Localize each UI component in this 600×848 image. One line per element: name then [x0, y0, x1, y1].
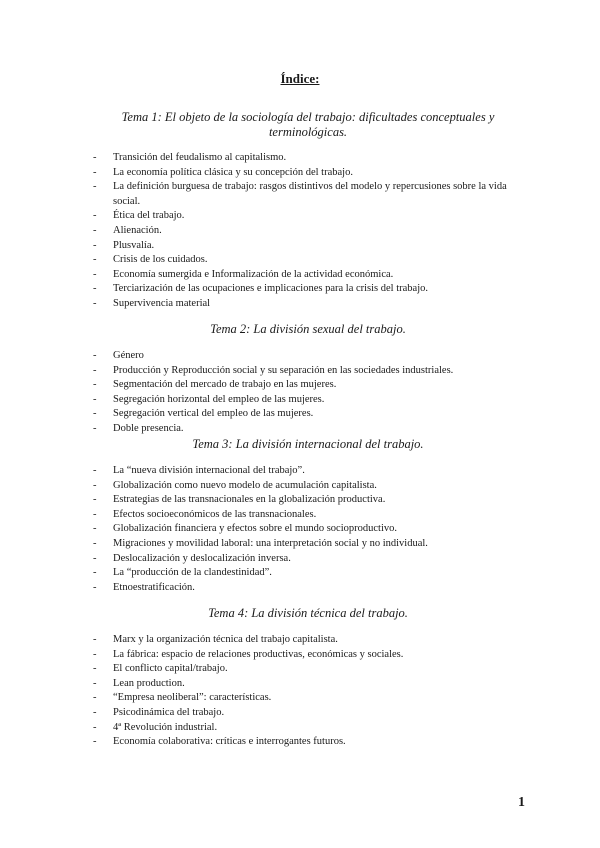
- bullet-dash: -: [93, 152, 97, 163]
- list-item: [93, 706, 523, 721]
- bullet-dash: -: [93, 239, 97, 251]
- list-item-text: “Empresa neoliberal”: características.: [113, 692, 272, 704]
- list-item: [93, 297, 523, 312]
- bullet-dash: -: [93, 283, 97, 295]
- list-item: [93, 209, 523, 224]
- bullet-dash: -: [93, 166, 97, 178]
- section-title-tema-2: Tema 2: La división sexual del trabajo.: [210, 322, 406, 336]
- list-item: [93, 648, 523, 663]
- bullet-dash: -: [93, 523, 97, 535]
- list-item-text: Economía colaborativa: críticas e interrogantes futuros.: [113, 736, 346, 748]
- list-item: [93, 633, 523, 648]
- list-item: [93, 581, 523, 596]
- bullet-dash: -: [93, 181, 97, 193]
- section-title-tema-4: Tema 4: La división técnica del trabajo.: [208, 606, 408, 620]
- page-title: Índice:: [280, 71, 320, 86]
- bullet-dash: -: [93, 350, 97, 361]
- list-item-text: Globalización como nuevo modelo de acumulación capitalista.: [113, 479, 377, 491]
- bullet-dash: -: [93, 268, 97, 280]
- list-item-text: Plusvalía.: [113, 239, 155, 251]
- bullet-dash: -: [93, 663, 97, 675]
- list-item-text: La fábrica: espacio de relaciones productivas, económicas y sociales.: [113, 648, 404, 660]
- list-item: [93, 282, 523, 297]
- bullet-dash: -: [93, 408, 97, 420]
- bullet-dash: -: [93, 537, 97, 549]
- list-item-text: La economía política clásica y su concepción del trabajo.: [113, 166, 353, 178]
- section-list-tema-2: [93, 349, 523, 437]
- list-item-text: Efectos socioeconómicos de las transnacionales.: [113, 508, 317, 520]
- list-item-text: Alienación.: [113, 224, 162, 236]
- list-item-text: Migraciones y movilidad laboral: una interpretación social y no individual.: [113, 537, 428, 549]
- list-item-text: Segregación horizontal del empleo de las mujeres.: [113, 393, 325, 405]
- list-item: [93, 166, 523, 181]
- list-item: [93, 677, 523, 692]
- bullet-dash: -: [93, 692, 97, 704]
- bullet-dash: -: [93, 224, 97, 236]
- section-list-tema-3: [93, 464, 523, 595]
- list-item: [93, 393, 523, 408]
- bullet-dash: -: [93, 254, 97, 266]
- bullet-dash: -: [93, 677, 97, 689]
- list-item-text: Lean production.: [113, 677, 185, 689]
- list-item-text: Ética del trabajo.: [113, 210, 185, 222]
- list-item-text: Terciarización de las ocupaciones e implicaciones para la crisis del trabajo.: [113, 283, 428, 295]
- list-item: [93, 253, 523, 268]
- list-item-text: El conflicto capital/trabajo.: [113, 663, 228, 675]
- list-item: [93, 224, 523, 239]
- bullet-dash: -: [93, 706, 97, 718]
- list-item: [93, 537, 523, 552]
- section-list-tema-4: [93, 633, 523, 750]
- list-item-text: Crisis de los cuidados.: [113, 254, 208, 266]
- list-item: [93, 268, 523, 283]
- list-item-text: 4ª Revolución industrial.: [113, 721, 218, 733]
- list-item-text: La definición burguesa de trabajo: rasgos distintivos del modelo y repercusiones sobre la vida social.: [113, 181, 507, 207]
- list-item: [93, 566, 523, 581]
- bullet-dash: -: [93, 736, 97, 748]
- list-item: [93, 691, 523, 706]
- bullet-dash: -: [93, 465, 97, 476]
- list-item-text: Género: [113, 350, 144, 361]
- bullet-dash: -: [93, 581, 97, 593]
- bullet-dash: -: [93, 634, 97, 645]
- list-item: [93, 721, 523, 736]
- list-item: [93, 479, 523, 494]
- list-item-text: La “producción de la clandestinidad”.: [113, 567, 272, 579]
- bullet-dash: -: [93, 494, 97, 506]
- list-item-text: Economía sumergida e Informalización de la actividad económica.: [113, 268, 394, 280]
- list-item: [93, 552, 523, 567]
- list-item: [93, 522, 523, 537]
- list-item-text: Doble presencia.: [113, 422, 184, 434]
- bullet-dash: -: [93, 648, 97, 660]
- bullet-dash: -: [93, 479, 97, 491]
- list-item: [93, 364, 523, 379]
- list-item: [93, 735, 523, 750]
- list-item: [93, 349, 523, 364]
- list-item-text: Supervivencia material: [113, 297, 211, 309]
- list-item-text: La “nueva división internacional del trabajo”.: [113, 465, 305, 476]
- list-item-text: Segmentación del mercado de trabajo en las mujeres.: [113, 379, 337, 391]
- list-item: [93, 508, 523, 523]
- section-title-tema-3: Tema 3: La división internacional del trabajo.: [192, 437, 424, 451]
- bullet-dash: -: [93, 721, 97, 733]
- list-item-text: Segregación vertical del empleo de las mujeres.: [113, 408, 314, 420]
- list-item: [93, 151, 523, 166]
- list-item-text: Psicodinámica del trabajo.: [113, 706, 225, 718]
- list-item: [93, 464, 523, 479]
- list-item: [93, 378, 523, 393]
- bullet-dash: -: [93, 364, 97, 376]
- bullet-dash: -: [93, 379, 97, 391]
- bullet-dash: -: [93, 508, 97, 520]
- bullet-dash: -: [93, 552, 97, 564]
- list-item-text: Globalización financiera y efectos sobre el mundo socioproductivo.: [113, 523, 397, 535]
- list-item: [93, 422, 523, 437]
- list-item: [93, 662, 523, 677]
- list-item-text: Marx y la organización técnica del trabajo capitalista.: [113, 634, 338, 645]
- list-item-text: Producción y Reproducción social y su separación en las sociedades industriales.: [113, 364, 454, 376]
- list-item: [93, 239, 523, 254]
- list-item-text: Estrategias de las transnacionales en la globalización productiva.: [113, 494, 386, 506]
- bullet-dash: -: [93, 210, 97, 222]
- bullet-dash: -: [93, 567, 97, 579]
- list-item-text: Etnoestratificación.: [113, 581, 195, 593]
- list-item: [93, 180, 523, 209]
- bullet-dash: -: [93, 297, 97, 309]
- list-item: [93, 493, 523, 508]
- bullet-dash: -: [93, 393, 97, 405]
- list-item: [93, 407, 523, 422]
- section-title-tema-1: Tema 1: El objeto de la sociología del trabajo: dificultades conceptuales y terminológicas.: [121, 110, 495, 139]
- bullet-dash: -: [93, 422, 97, 434]
- list-item-text: Transición del feudalismo al capitalismo.: [113, 152, 287, 163]
- list-item-text: Deslocalización y deslocalización inversa.: [113, 552, 291, 564]
- section-list-tema-1: [93, 151, 523, 312]
- page-number: 1: [518, 795, 525, 810]
